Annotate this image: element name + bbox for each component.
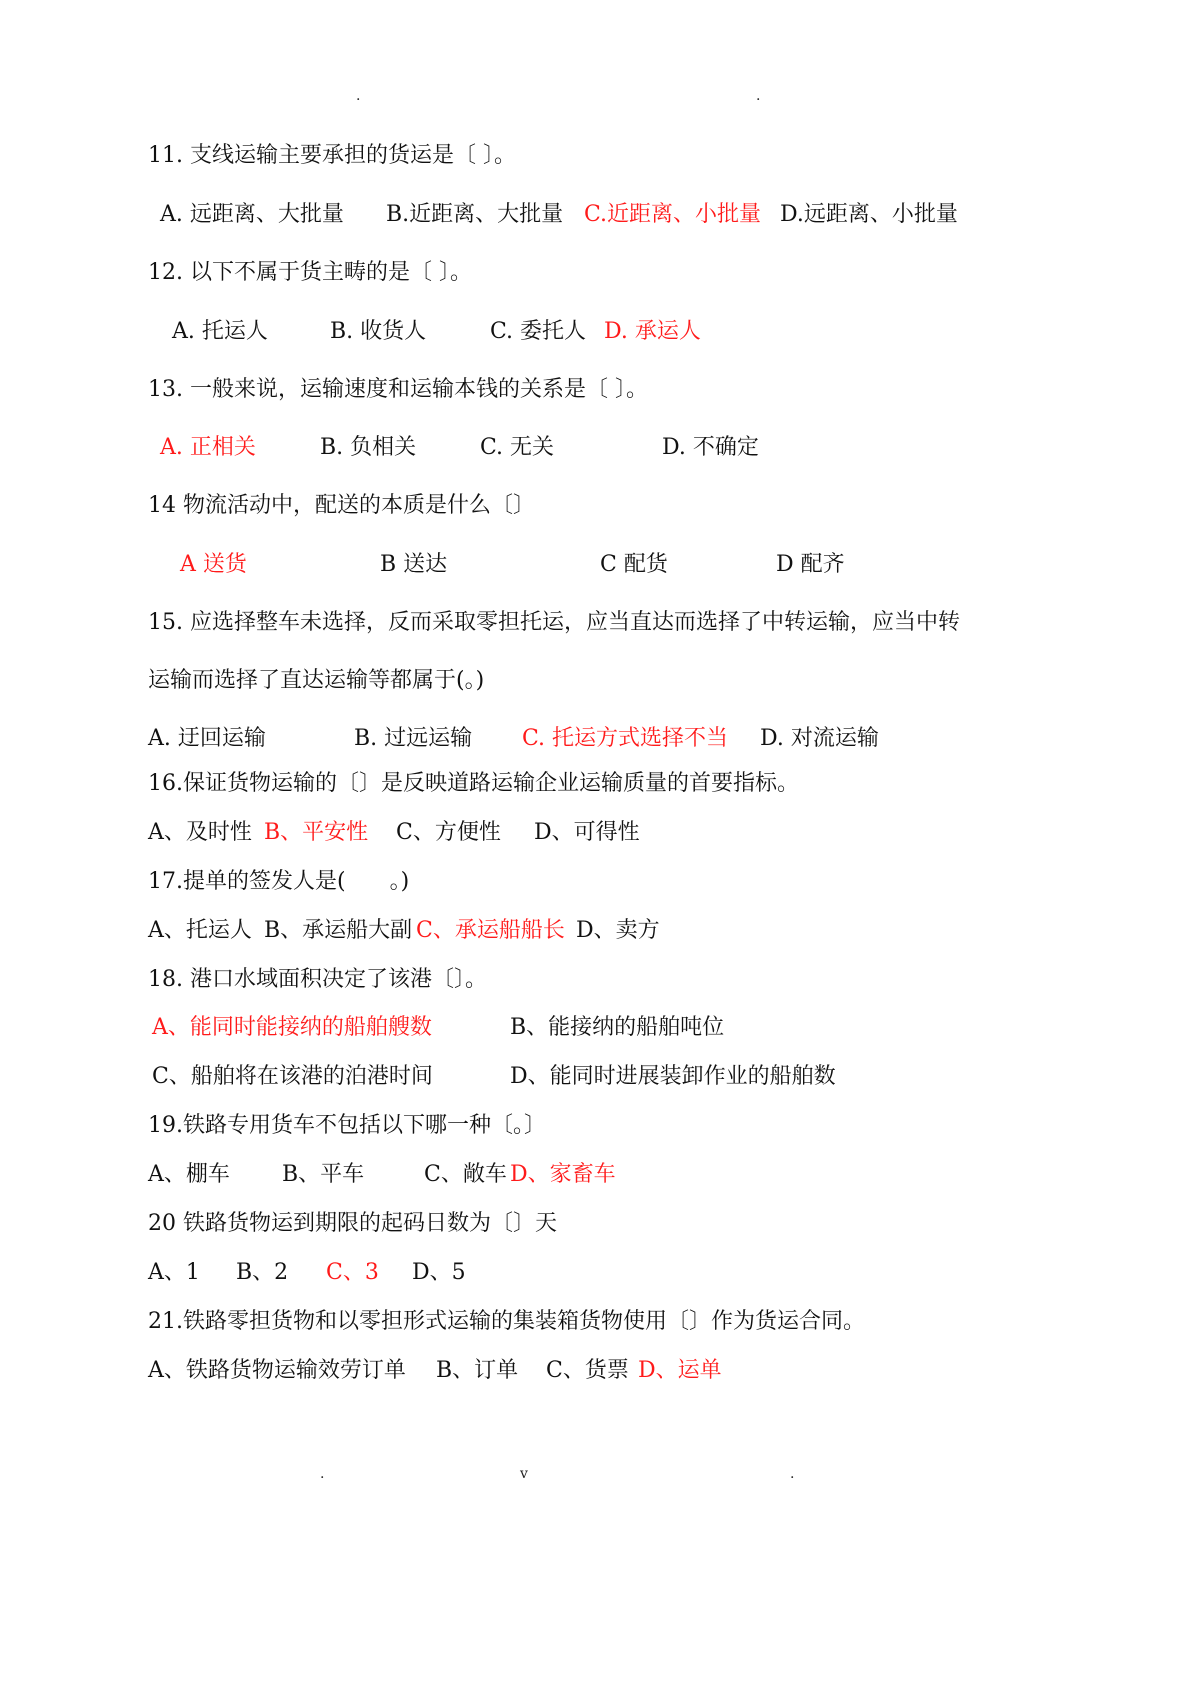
q15-option-c-answer: C. 托运方式选择不当 bbox=[522, 726, 729, 751]
q20-option-b: B、2 bbox=[236, 1260, 289, 1285]
q21-option-a: A、铁路货物运输效劳订单 bbox=[148, 1358, 406, 1383]
q12-option-d-answer: D. 承运人 bbox=[604, 319, 701, 344]
q13-option-d: D. 不确定 bbox=[662, 435, 759, 460]
q18-option-c: C、船舶将在该港的泊港时间 bbox=[152, 1064, 433, 1089]
q12-option-b: B. 收货人 bbox=[330, 319, 427, 344]
q14-option-b: B 送达 bbox=[380, 552, 448, 577]
q21-option-d-answer: D、运单 bbox=[638, 1358, 722, 1383]
q18-option-d: D、能同时进展装卸作业的船舶数 bbox=[510, 1064, 836, 1089]
q16-option-a: A、及时性 bbox=[148, 820, 252, 845]
footer-dot-left: . bbox=[320, 1466, 325, 1482]
q20-option-a: A、1 bbox=[148, 1260, 200, 1285]
q18-option-b: B、能接纳的船舶吨位 bbox=[510, 1015, 725, 1040]
q14-option-a-answer: A 送货 bbox=[180, 552, 247, 577]
question-11: 11. 支线运输主要承担的货运是〔 〕。 bbox=[148, 143, 516, 168]
q16-option-c: C、方便性 bbox=[396, 820, 501, 845]
q16-option-d: D、可得性 bbox=[534, 820, 640, 845]
q19-option-a: A、棚车 bbox=[148, 1162, 230, 1187]
question-15-line1: 15. 应选择整车未选择，反而采取零担托运，应当直达而选择了中转运输，应当中转 bbox=[148, 610, 960, 635]
q11-option-d: D.远距离、小批量 bbox=[780, 202, 958, 227]
question-13: 13. 一般来说，运输速度和运输本钱的关系是〔 〕。 bbox=[148, 377, 648, 402]
q20-option-c-answer: C、3 bbox=[326, 1260, 379, 1285]
question-17: 17.提单的签发人是( 。) bbox=[148, 869, 410, 894]
q21-option-c: C、货票 bbox=[546, 1358, 629, 1383]
q21-option-b: B、订单 bbox=[436, 1358, 519, 1383]
question-16: 16.保证货物运输的〔〕是反映道路运输企业运输质量的首要指标。 bbox=[148, 771, 799, 796]
question-20: 20 铁路货物运到期限的起码日数为〔〕天 bbox=[148, 1211, 557, 1236]
q11-option-c-answer: C.近距离、小批量 bbox=[584, 202, 762, 227]
question-14: 14 物流活动中，配送的本质是什么〔〕 bbox=[148, 493, 535, 518]
question-21: 21.铁路零担货物和以零担形式运输的集装箱货物使用〔〕作为货运合同。 bbox=[148, 1309, 865, 1334]
q17-option-a: A、托运人 bbox=[148, 918, 252, 943]
q15-option-b: B. 过远运输 bbox=[354, 726, 473, 751]
header-dot-right: . bbox=[756, 88, 761, 104]
header-dot-left: . bbox=[356, 88, 361, 104]
q18-option-a-answer: A、能同时能接纳的船舶艘数 bbox=[152, 1015, 432, 1040]
question-15-line2: 运输而选择了直达运输等都属于(。) bbox=[148, 668, 485, 693]
q13-option-c: C. 无关 bbox=[480, 435, 555, 460]
q17-option-d: D、卖方 bbox=[576, 918, 660, 943]
q19-option-c: C、敞车 bbox=[424, 1162, 507, 1187]
q16-option-b-answer: B、平安性 bbox=[264, 820, 369, 845]
footer-dot-right: . bbox=[790, 1466, 795, 1482]
q11-option-a: A. 远距离、大批量 bbox=[160, 202, 344, 227]
q13-option-a-answer: A. 正相关 bbox=[160, 435, 256, 460]
q19-option-d-answer: D、家畜车 bbox=[510, 1162, 616, 1187]
question-19: 19.铁路专用货车不包括以下哪一种〔。〕 bbox=[148, 1113, 546, 1138]
q15-option-a: A. 迂回运输 bbox=[148, 726, 266, 751]
q15-option-d: D. 对流运输 bbox=[760, 726, 879, 751]
q17-option-b: B、承运船大副 bbox=[264, 918, 413, 943]
question-12: 12. 以下不属于货主畴的是〔 〕。 bbox=[148, 260, 472, 285]
q19-option-b: B、平车 bbox=[282, 1162, 365, 1187]
q13-option-b: B. 负相关 bbox=[320, 435, 417, 460]
q12-option-a: A. 托运人 bbox=[172, 319, 268, 344]
q17-option-c-answer: C、承运船船长 bbox=[416, 918, 565, 943]
q11-option-b: B.近距离、大批量 bbox=[386, 202, 564, 227]
question-18: 18. 港口水域面积决定了该港〔〕。 bbox=[148, 967, 487, 992]
q12-option-c: C. 委托人 bbox=[490, 319, 587, 344]
q14-option-d: D 配齐 bbox=[776, 552, 845, 577]
q14-option-c: C 配货 bbox=[600, 552, 668, 577]
q20-option-d: D、5 bbox=[412, 1260, 466, 1285]
footer-page-mark: v bbox=[520, 1466, 528, 1482]
